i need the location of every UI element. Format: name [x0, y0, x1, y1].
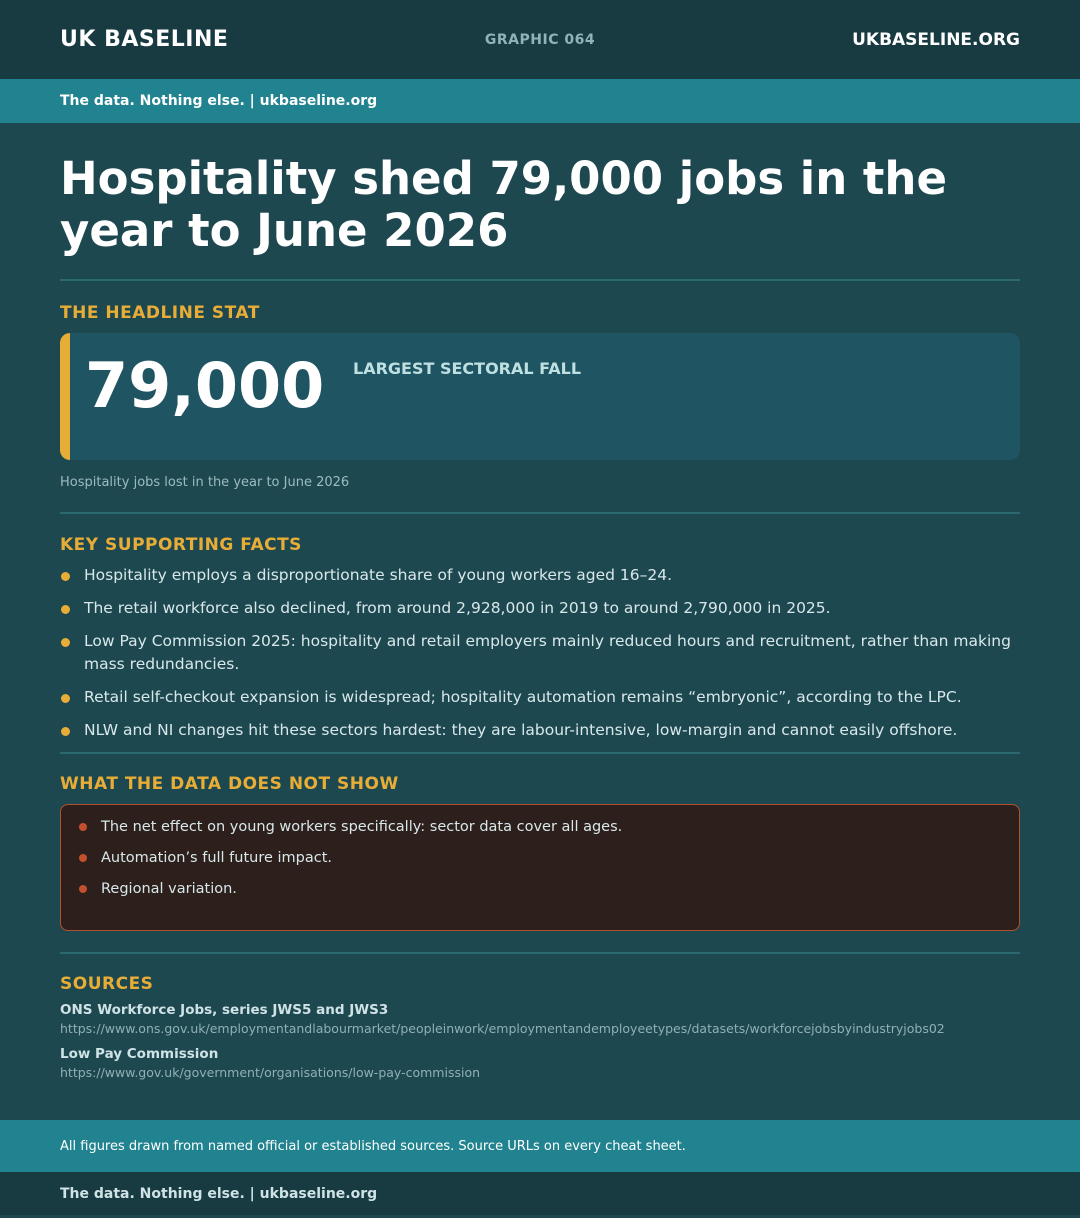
page-title: Hospitality shed 79,000 jobs in the year to June 2026: [60, 152, 947, 257]
bullet-icon: [61, 638, 70, 647]
footer-note-bar: [0, 1120, 1080, 1172]
headline-stat-heading: THE HEADLINE STAT: [60, 303, 260, 323]
data-gaps-list: [77, 817, 1003, 899]
list-item: NLW and NI changes hit these sectors hardest: they are labour-intensive, low-margin and cannot easily offshore.: [60, 719, 1020, 742]
list-item: The net effect on young workers specifically: sector data cover all ages.: [77, 817, 1003, 837]
source-url[interactable]: https://www.gov.uk/government/organisations/low-pay-commission: [60, 1065, 481, 1080]
bullet-icon: [61, 572, 70, 581]
sources-heading: SOURCES: [60, 974, 154, 994]
divider: [60, 512, 1020, 514]
bullet-icon: [79, 823, 87, 831]
divider: [60, 279, 1020, 281]
list-item: Hospitality employs a disproportionate share of young workers aged 16–24.: [60, 564, 1020, 587]
divider: [60, 752, 1020, 754]
supporting-facts-heading: KEY SUPPORTING FACTS: [60, 535, 302, 555]
bullet-icon: [79, 854, 87, 862]
graphic-number: GRAPHIC 064: [484, 31, 596, 48]
divider: [60, 952, 1020, 954]
headline-stat-caption: Hospitality jobs lost in the year to June 2026: [60, 475, 350, 490]
top-header: [0, 0, 1080, 79]
brand-logo[interactable]: UK BASELINE: [60, 27, 229, 52]
headline-stat-value: 79,000: [85, 349, 325, 422]
bullet-icon: [79, 885, 87, 893]
source-item: [60, 1002, 1020, 1036]
data-gaps-heading: WHAT THE DATA DOES NOT SHOW: [60, 774, 399, 794]
tagline: The data. Nothing else. | ukbaseline.org: [60, 93, 378, 109]
accent-bar: [60, 333, 70, 460]
tagline-bar: [0, 79, 1080, 123]
source-url[interactable]: https://www.ons.gov.uk/employmentandlabourmarket/peopleinwork/employmentandemployeetypes/datasets/workforcejobsbyindustryjobs02: [60, 1021, 945, 1036]
bullet-icon: [61, 605, 70, 614]
source-title: ONS Workforce Jobs, series JWS5 and JWS3: [60, 1002, 389, 1018]
footer-note: All figures drawn from named official or established sources. Source URLs on every cheat sheet.: [60, 1138, 686, 1154]
headline-stat-card: [60, 333, 1020, 460]
list-item: The retail workforce also declined, from around 2,928,000 in 2019 to around 2,790,000 in 2025.: [60, 597, 1020, 620]
main-content: [0, 123, 1080, 1080]
list-item: Low Pay Commission 2025: hospitality and retail employers mainly reduced hours and recruitment, rather than making mass redundancies.: [60, 630, 1020, 676]
bullet-icon: [61, 694, 70, 703]
list-item: Automation’s full future impact.: [77, 848, 1003, 868]
source-title: Low Pay Commission: [60, 1046, 219, 1062]
list-item: Retail self-checkout expansion is widespread; hospitality automation remains “embryonic”, according to the LPC.: [60, 686, 1020, 709]
headline-stat-label: LARGEST SECTORAL FALL: [353, 359, 582, 378]
footer-tagline-bar: [0, 1172, 1080, 1215]
supporting-facts-list: [60, 564, 1020, 742]
footer-tagline: The data. Nothing else. | ukbaseline.org: [60, 1185, 378, 1202]
source-item: [60, 1046, 1020, 1080]
bullet-icon: [61, 727, 70, 736]
data-gaps-box: [60, 804, 1020, 931]
list-item: Regional variation.: [77, 879, 1003, 899]
site-link[interactable]: UKBASELINE.ORG: [852, 29, 1020, 50]
